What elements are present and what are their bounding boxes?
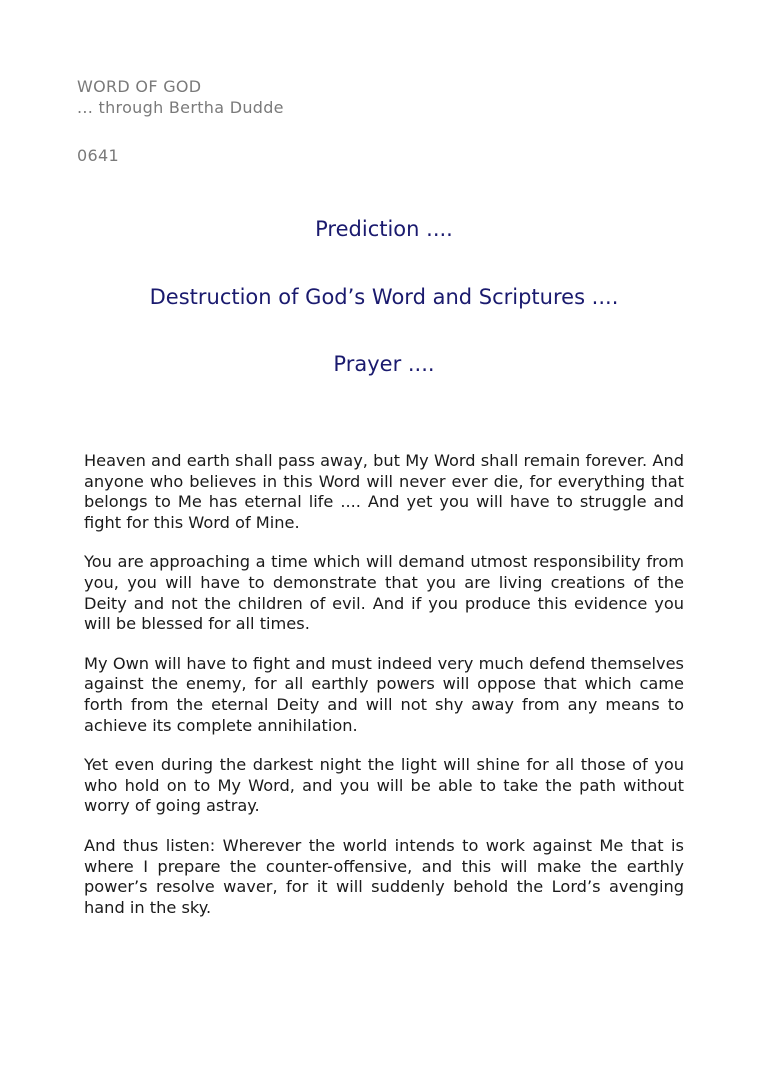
paragraph: You are approaching a time which will demand utmost responsibility from you, you will have to demonstrate that you are living creations of the Deity and not the children of evil. And if you produce this evidence you will be blessed for all times. <box>84 552 684 634</box>
source-author: ... through Bertha Dudde <box>77 98 284 117</box>
paragraph: Heaven and earth shall pass away, but My Word shall remain forever. And anyone who believes in this Word will never ever die, for everything that belongs to Me has eternal life .... And yet you will have to struggle and fight for this Word of Mine. <box>84 451 684 532</box>
title-prayer: Prayer .... <box>333 352 435 376</box>
title-prediction: Prediction .... <box>315 217 453 241</box>
paragraph: And thus listen: Wherever the world intends to work against Me that is where I prepare the counter-offensive, and this will make the earthly power’s resolve waver, for it will suddenly behold the Lord’s avenging hand in the sky. <box>84 835 684 917</box>
title-destruction: Destruction of God’s Word and Scriptures .... <box>149 285 619 309</box>
body-text <box>84 451 684 937</box>
paragraph: Yet even during the darkest night the light will shine for all those of you who hold on to My Word, and you will be able to take the path without worry of going astray. <box>84 755 684 816</box>
source-title: WORD OF GOD <box>77 77 202 96</box>
document-number: 0641 <box>77 146 119 165</box>
document-header <box>77 76 284 118</box>
paragraph: My Own will have to fight and must indeed very much defend themselves against the enemy, for all earthly powers will oppose that which came forth from the eternal Deity and will not shy away from any means to achieve its complete annihilation. <box>84 653 684 735</box>
